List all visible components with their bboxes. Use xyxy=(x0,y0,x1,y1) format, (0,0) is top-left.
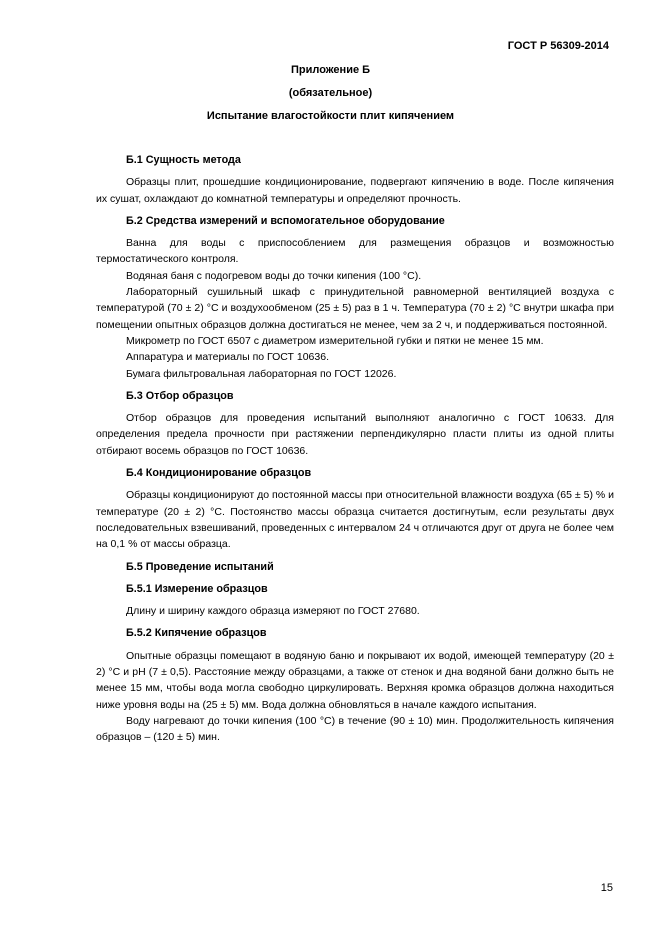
paragraph: Образцы кондиционируют до постоянной массы при относительной влажности воздуха (65 ± 5) % и температуре (20 ± 2) °С. Постоянство массы образца считается достигнутым, если результаты двух последовательных взвешиваний, проведенных с интервалом 24 ч отличаются друг от друга не более чем на 0,1 % от массы образца. xyxy=(96,489,614,551)
paragraph: Длину и ширину каждого образца измеряют по ГОСТ 27680. xyxy=(126,605,420,618)
document-body xyxy=(96,152,614,746)
appendix-title: Приложение Б xyxy=(290,64,371,76)
paragraph: Отбор образцов для проведения испытаний выполняют аналогично с ГОСТ 10633. Для определения предела прочности при растяжении перпендикулярно пласти плиты из одной плиты отбирают восемь образцов по ГОСТ 10636. xyxy=(96,412,614,457)
paragraph: Опытные образцы помещают в водяную баню и покрывают их водой, имеющей температуру (20 ± 2) °С и pH (7 ± 0,5). Расстояние между образцами, а также от стенок и дна водяной бани должно быть не менее 15 мм, чтобы вода могла свободно циркулировать. Верхняя кромка образцов должна находиться ниже уровня воды на (25 ± 5) мм. Вода должна обновляться в начале каждого испытания. xyxy=(96,649,614,711)
paragraph: Образцы плит, прошедшие кондиционирование, подвергают кипячению в воде. После кипячения их сушат, охлаждают до комнатной температуры и определяют прочность. xyxy=(96,176,614,205)
paragraph: Микрометр по ГОСТ 6507 с диаметром измерительной губки и пятки не менее 15 мм. xyxy=(126,334,544,347)
paragraph: Водяная баня с подогревом воды до точки кипения (100 °С). xyxy=(126,269,422,282)
section-heading: Б.4 Кондиционирование образцов xyxy=(126,467,312,480)
section-heading: Б.3 Отбор образцов xyxy=(126,389,234,402)
page-number: 15 xyxy=(600,882,613,894)
appendix-name: Испытание влагостойкости плит кипячением xyxy=(206,110,455,122)
paragraph: Ванна для воды с приспособлением для размещения образцов и возможностью термостатического контроля. xyxy=(96,237,614,266)
section-heading: Б.1 Сущность метода xyxy=(126,154,241,166)
paragraph: Аппаратура и материалы по ГОСТ 10636. xyxy=(126,351,329,364)
subsection-heading: Б.5.2 Кипячение образцов xyxy=(126,627,267,640)
standard-header: ГОСТ Р 56309-2014 xyxy=(507,40,609,52)
paragraph: Лабораторный сушильный шкаф с принудительной равномерной вентиляцией воздуха с температурой (70 ± 2) °С и воздухообменом (25 ± 5) раз в 1 ч. Температура (70 ± 2) °С внутри шкафа при помещении опытных образцов должна достигаться не менее, чем за 2 ч, и поддерживаться постоянной. xyxy=(96,286,614,331)
section-heading: Б.5 Проведение испытаний xyxy=(126,560,274,573)
subsection-heading: Б.5.1 Измерение образцов xyxy=(126,582,268,595)
appendix-status: (обязательное) xyxy=(288,87,373,99)
section-heading: Б.2 Средства измерений и вспомогательное оборудование xyxy=(126,214,445,227)
paragraph: Бумага фильтровальная лабораторная по ГОСТ 12026. xyxy=(126,367,397,380)
paragraph: Воду нагревают до точки кипения (100 °С) в течение (90 ± 10) мин. Продолжительность кипячения образцов – (120 ± 5) мин. xyxy=(96,714,614,744)
